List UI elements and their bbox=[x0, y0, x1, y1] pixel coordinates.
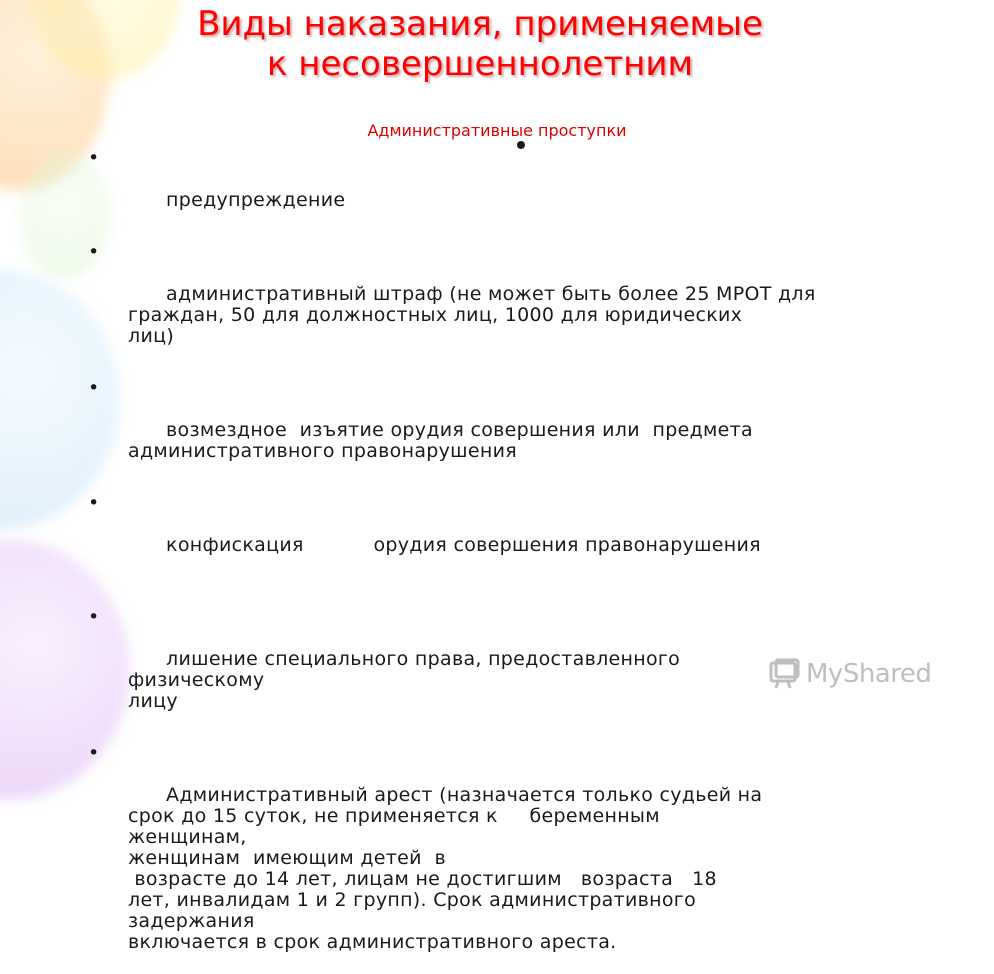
slide-subtitle: Административные проступки bbox=[367, 121, 627, 140]
list-item-text: возмездное изъятие орудия совершения или предмета административного правонарушения bbox=[128, 419, 753, 462]
bullet-icon: • bbox=[88, 492, 100, 514]
list-item-text: административный штраф (не может быть более 25 МРОТ для граждан, 50 для должностных лиц, 1000 для юридических лиц) bbox=[128, 283, 816, 347]
list-item bbox=[88, 378, 888, 483]
projector-screen-icon bbox=[768, 657, 802, 691]
bullet-icon: • bbox=[88, 241, 100, 263]
list-item bbox=[88, 148, 888, 232]
list-item-text: лишение специального права, предоставленного физическому лицу bbox=[128, 648, 681, 712]
bullet-icon: • bbox=[88, 606, 100, 628]
punishment-list bbox=[88, 148, 888, 974]
list-item-text: предупреждение bbox=[166, 189, 346, 211]
list-item-text: конфискация орудия совершения правонарушения bbox=[166, 534, 761, 556]
list-item-text: Административный арест (назначается только судьей на срок до 15 суток, не применяется к беременным женщинам, женщинам имеющим детей в возрасте до 14 лет, лицам не достигшим возраста 18 лет, инвалидам 1 и 2 групп). Срок административного задержания включается в срок административного ареста. bbox=[128, 784, 763, 953]
watermark-text: MyShared bbox=[806, 659, 932, 689]
bullet-icon: • bbox=[88, 377, 100, 399]
slide-title-line-1: Виды наказания, применяемые bbox=[197, 4, 763, 44]
slide-title-line-2: к несовершеннолетним bbox=[266, 44, 694, 84]
slide-title bbox=[0, 4, 960, 84]
list-item bbox=[88, 743, 888, 974]
myshared-watermark bbox=[768, 654, 931, 694]
bullet-icon: • bbox=[88, 147, 100, 169]
list-item bbox=[88, 493, 888, 577]
bullet-icon: • bbox=[88, 742, 100, 764]
list-item bbox=[88, 242, 888, 368]
